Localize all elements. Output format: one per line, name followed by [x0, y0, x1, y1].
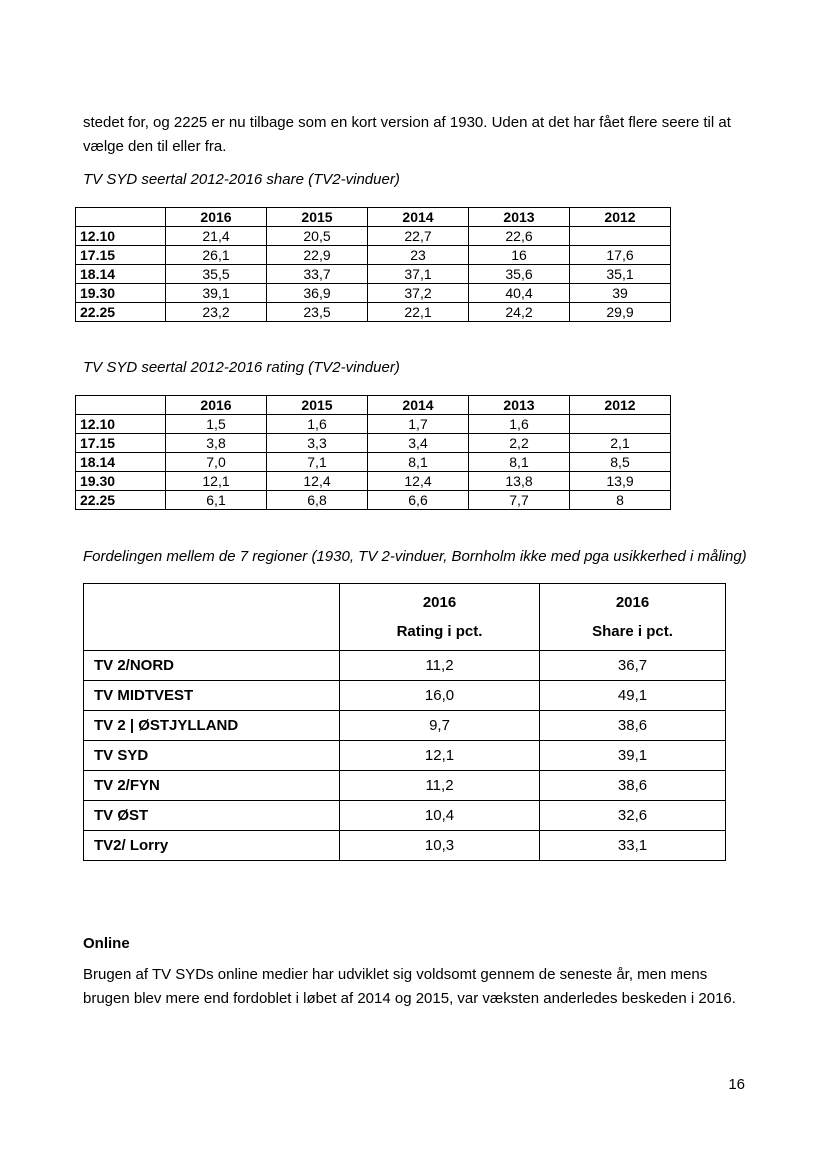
corner-header-cell — [84, 584, 340, 651]
year-header-cell: 2015 — [267, 396, 368, 415]
value-cell — [570, 227, 671, 246]
corner-header-cell — [76, 396, 166, 415]
time-slot-label: 22.25 — [76, 491, 166, 510]
year-header-cell: 2015 — [267, 208, 368, 227]
value-cell: 23,5 — [267, 303, 368, 322]
value-cell: 3,4 — [368, 434, 469, 453]
value-cell: 40,4 — [469, 284, 570, 303]
value-cell: 7,7 — [469, 491, 570, 510]
value-cell: 1,5 — [166, 415, 267, 434]
table-header-row — [76, 396, 671, 415]
online-paragraph: Brugen af TV SYDs online medier har udviklet sig voldsomt gennem de seneste år, men mens brugen blev mere end fordoblet i løbet af 2014 og 2015, var væksten anderledes beskeden i 2016. — [83, 966, 736, 1007]
metric-header-cell — [340, 584, 540, 651]
regions-table-title: Fordelingen mellem de 7 regioner (1930, TV 2-vinduer, Bornholm ikke med pga usikkerhed i måling) — [83, 548, 747, 565]
value-cell: 35,5 — [166, 265, 267, 284]
value-cell: 6,8 — [267, 491, 368, 510]
value-cell: 22,1 — [368, 303, 469, 322]
time-slot-label: 12.10 — [76, 415, 166, 434]
value-cell: 9,7 — [340, 711, 540, 741]
value-cell: 12,1 — [166, 472, 267, 491]
page-number: 16 — [728, 1076, 745, 1093]
region-name: TV 2 | ØSTJYLLAND — [84, 711, 340, 741]
value-cell: 12,4 — [368, 472, 469, 491]
intro-paragraph: stedet for, og 2225 er nu tilbage som en kort version af 1930. Uden at det har fået flere seere til at vælge den til eller fra. — [83, 114, 731, 155]
year-header-cell: 2016 — [166, 396, 267, 415]
year-header-cell: 2012 — [570, 396, 671, 415]
table-row — [76, 227, 671, 246]
rating-table-title: TV SYD seertal 2012-2016 rating (TV2-vinduer) — [83, 359, 400, 376]
value-cell: 23 — [368, 246, 469, 265]
value-cell: 21,4 — [166, 227, 267, 246]
value-cell: 2,1 — [570, 434, 671, 453]
region-name: TV 2/NORD — [84, 651, 340, 681]
time-slot-label: 12.10 — [76, 227, 166, 246]
region-row — [84, 741, 726, 771]
value-cell: 1,6 — [267, 415, 368, 434]
value-cell: 8,1 — [368, 453, 469, 472]
share-table — [75, 207, 671, 322]
value-cell — [570, 415, 671, 434]
value-cell: 8 — [570, 491, 671, 510]
time-slot-label: 17.15 — [76, 434, 166, 453]
value-cell: 22,7 — [368, 227, 469, 246]
region-row — [84, 771, 726, 801]
table-row — [76, 415, 671, 434]
value-cell: 16 — [469, 246, 570, 265]
header-metric-label: Share i pct. — [592, 623, 673, 640]
value-cell: 32,6 — [540, 801, 726, 831]
value-cell: 33,7 — [267, 265, 368, 284]
share-table-title: TV SYD seertal 2012-2016 share (TV2-vinduer) — [83, 171, 400, 188]
value-cell: 26,1 — [166, 246, 267, 265]
value-cell: 49,1 — [540, 681, 726, 711]
value-cell: 33,1 — [540, 831, 726, 861]
table-header-row — [76, 208, 671, 227]
value-cell: 8,1 — [469, 453, 570, 472]
value-cell: 6,6 — [368, 491, 469, 510]
year-header-cell: 2014 — [368, 396, 469, 415]
region-name: TV 2/FYN — [84, 771, 340, 801]
value-cell: 17,6 — [570, 246, 671, 265]
header-year: 2016 — [615, 594, 650, 611]
region-row — [84, 711, 726, 741]
value-cell: 29,9 — [570, 303, 671, 322]
value-cell: 11,2 — [340, 771, 540, 801]
value-cell: 23,2 — [166, 303, 267, 322]
value-cell: 24,2 — [469, 303, 570, 322]
region-row — [84, 831, 726, 861]
region-row — [84, 801, 726, 831]
value-cell: 12,1 — [340, 741, 540, 771]
value-cell: 38,6 — [540, 771, 726, 801]
time-slot-label: 18.14 — [76, 453, 166, 472]
time-slot-label: 17.15 — [76, 246, 166, 265]
table-row — [76, 434, 671, 453]
value-cell: 6,1 — [166, 491, 267, 510]
value-cell: 22,6 — [469, 227, 570, 246]
value-cell: 13,8 — [469, 472, 570, 491]
value-cell: 1,6 — [469, 415, 570, 434]
value-cell: 39 — [570, 284, 671, 303]
time-slot-label: 19.30 — [76, 284, 166, 303]
value-cell: 16,0 — [340, 681, 540, 711]
value-cell: 1,7 — [368, 415, 469, 434]
value-cell: 39,1 — [166, 284, 267, 303]
value-cell: 37,2 — [368, 284, 469, 303]
value-cell: 37,1 — [368, 265, 469, 284]
time-slot-label: 18.14 — [76, 265, 166, 284]
value-cell: 3,8 — [166, 434, 267, 453]
time-slot-label: 22.25 — [76, 303, 166, 322]
region-name: TV MIDTVEST — [84, 681, 340, 711]
table-row — [76, 453, 671, 472]
value-cell: 7,0 — [166, 453, 267, 472]
time-slot-label: 19.30 — [76, 472, 166, 491]
rating-table — [75, 395, 671, 510]
region-row — [84, 651, 726, 681]
year-header-cell: 2012 — [570, 208, 671, 227]
value-cell: 36,9 — [267, 284, 368, 303]
value-cell: 11,2 — [340, 651, 540, 681]
regions-table — [83, 583, 726, 861]
value-cell: 8,5 — [570, 453, 671, 472]
table-row — [76, 265, 671, 284]
value-cell: 7,1 — [267, 453, 368, 472]
value-cell: 20,5 — [267, 227, 368, 246]
value-cell: 39,1 — [540, 741, 726, 771]
table-row — [76, 303, 671, 322]
year-header-cell: 2014 — [368, 208, 469, 227]
region-row — [84, 681, 726, 711]
value-cell: 10,3 — [340, 831, 540, 861]
region-name: TV SYD — [84, 741, 340, 771]
table-row — [76, 284, 671, 303]
value-cell: 3,3 — [267, 434, 368, 453]
value-cell: 36,7 — [540, 651, 726, 681]
year-header-cell: 2013 — [469, 396, 570, 415]
region-name: TV2/ Lorry — [84, 831, 340, 861]
metric-header-cell — [540, 584, 726, 651]
value-cell: 10,4 — [340, 801, 540, 831]
year-header-cell: 2016 — [166, 208, 267, 227]
table-row — [76, 472, 671, 491]
value-cell: 13,9 — [570, 472, 671, 491]
year-header-cell: 2013 — [469, 208, 570, 227]
value-cell: 12,4 — [267, 472, 368, 491]
header-year: 2016 — [422, 594, 457, 611]
table-header-row — [84, 584, 726, 651]
header-metric-label: Rating i pct. — [396, 623, 483, 640]
value-cell: 35,6 — [469, 265, 570, 284]
table-row — [76, 246, 671, 265]
value-cell: 38,6 — [540, 711, 726, 741]
table-row — [76, 491, 671, 510]
corner-header-cell — [76, 208, 166, 227]
value-cell: 35,1 — [570, 265, 671, 284]
value-cell: 2,2 — [469, 434, 570, 453]
value-cell: 22,9 — [267, 246, 368, 265]
online-heading: Online — [83, 935, 130, 952]
region-name: TV ØST — [84, 801, 340, 831]
